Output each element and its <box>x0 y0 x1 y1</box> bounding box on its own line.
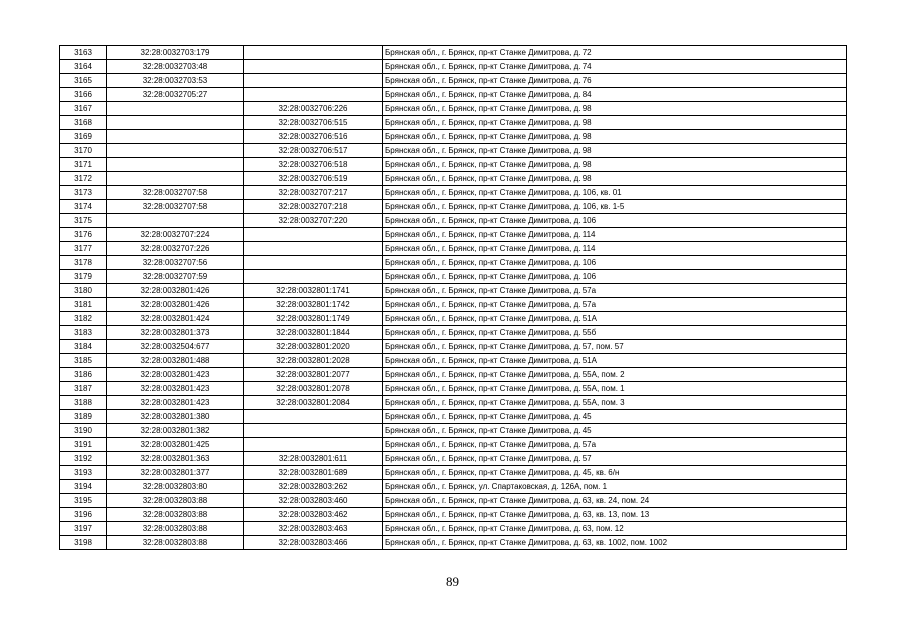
row-number-cell: 3190 <box>60 424 107 438</box>
cadastral-number-cell: 32:28:0032703:53 <box>107 74 244 88</box>
table-row <box>60 312 847 326</box>
table-row <box>60 46 847 60</box>
table-body <box>60 46 847 550</box>
address-cell: Брянская обл., г. Брянск, пр-кт Станке Димитрова, д. 45, кв. 6/н <box>383 466 847 480</box>
cadastral-number-cell: 32:28:0032801:382 <box>107 424 244 438</box>
cadastral-register-table <box>59 45 847 550</box>
table-row <box>60 256 847 270</box>
address-cell: Брянская обл., г. Брянск, пр-кт Станке Димитрова, д. 72 <box>383 46 847 60</box>
premises-cadastral-number-cell <box>244 256 383 270</box>
cadastral-number-cell: 32:28:0032707:58 <box>107 186 244 200</box>
premises-cadastral-number-cell: 32:28:0032706:517 <box>244 144 383 158</box>
cadastral-number-cell: 32:28:0032803:88 <box>107 494 244 508</box>
premises-cadastral-number-cell: 32:28:0032707:217 <box>244 186 383 200</box>
cadastral-number-cell: 32:28:0032801:426 <box>107 298 244 312</box>
row-number-cell: 3184 <box>60 340 107 354</box>
row-number-cell: 3181 <box>60 298 107 312</box>
table-row <box>60 144 847 158</box>
premises-cadastral-number-cell <box>244 424 383 438</box>
address-cell: Брянская обл., г. Брянск, пр-кт Станке Димитрова, д. 98 <box>383 158 847 172</box>
table-row <box>60 326 847 340</box>
address-cell: Брянская обл., г. Брянск, пр-кт Станке Димитрова, д. 98 <box>383 130 847 144</box>
premises-cadastral-number-cell <box>244 410 383 424</box>
cadastral-number-cell: 32:28:0032801:488 <box>107 354 244 368</box>
premises-cadastral-number-cell <box>244 46 383 60</box>
premises-cadastral-number-cell <box>244 438 383 452</box>
table-row <box>60 354 847 368</box>
row-number-cell: 3195 <box>60 494 107 508</box>
table-row <box>60 186 847 200</box>
address-cell: Брянская обл., г. Брянск, пр-кт Станке Димитрова, д. 106 <box>383 214 847 228</box>
premises-cadastral-number-cell: 32:28:0032803:466 <box>244 536 383 550</box>
row-number-cell: 3186 <box>60 368 107 382</box>
cadastral-number-cell: 32:28:0032801:377 <box>107 466 244 480</box>
table-row <box>60 452 847 466</box>
address-cell: Брянская обл., г. Брянск, пр-кт Станке Димитрова, д. 106 <box>383 270 847 284</box>
row-number-cell: 3183 <box>60 326 107 340</box>
address-cell: Брянская обл., г. Брянск, пр-кт Станке Димитрова, д. 74 <box>383 60 847 74</box>
cadastral-number-cell <box>107 144 244 158</box>
address-cell: Брянская обл., г. Брянск, пр-кт Станке Димитрова, д. 51А <box>383 312 847 326</box>
premises-cadastral-number-cell: 32:28:0032801:1741 <box>244 284 383 298</box>
row-number-cell: 3164 <box>60 60 107 74</box>
cadastral-number-cell <box>107 102 244 116</box>
row-number-cell: 3166 <box>60 88 107 102</box>
table-row <box>60 60 847 74</box>
table-row <box>60 242 847 256</box>
premises-cadastral-number-cell: 32:28:0032801:2078 <box>244 382 383 396</box>
premises-cadastral-number-cell: 32:28:0032801:2077 <box>244 368 383 382</box>
premises-cadastral-number-cell: 32:28:0032706:515 <box>244 116 383 130</box>
address-cell: Брянская обл., г. Брянск, пр-кт Станке Димитрова, д. 63, кв. 24, пом. 24 <box>383 494 847 508</box>
premises-cadastral-number-cell: 32:28:0032801:1749 <box>244 312 383 326</box>
cadastral-number-cell: 32:28:0032504:677 <box>107 340 244 354</box>
row-number-cell: 3167 <box>60 102 107 116</box>
table-row <box>60 298 847 312</box>
address-cell: Брянская обл., г. Брянск, пр-кт Станке Димитрова, д. 57а <box>383 284 847 298</box>
row-number-cell: 3196 <box>60 508 107 522</box>
premises-cadastral-number-cell <box>244 88 383 102</box>
cadastral-number-cell: 32:28:0032801:426 <box>107 284 244 298</box>
cadastral-number-cell <box>107 172 244 186</box>
row-number-cell: 3197 <box>60 522 107 536</box>
address-cell: Брянская обл., г. Брянск, пр-кт Станке Димитрова, д. 57, пом. 57 <box>383 340 847 354</box>
row-number-cell: 3165 <box>60 74 107 88</box>
table-row <box>60 396 847 410</box>
address-cell: Брянская обл., г. Брянск, пр-кт Станке Димитрова, д. 55А, пом. 2 <box>383 368 847 382</box>
table-row <box>60 214 847 228</box>
address-cell: Брянская обл., г. Брянск, пр-кт Станке Димитрова, д. 63, кв. 13, пом. 13 <box>383 508 847 522</box>
premises-cadastral-number-cell: 32:28:0032801:2028 <box>244 354 383 368</box>
premises-cadastral-number-cell: 32:28:0032803:462 <box>244 508 383 522</box>
row-number-cell: 3192 <box>60 452 107 466</box>
premises-cadastral-number-cell: 32:28:0032707:220 <box>244 214 383 228</box>
row-number-cell: 3198 <box>60 536 107 550</box>
premises-cadastral-number-cell: 32:28:0032803:262 <box>244 480 383 494</box>
cadastral-number-cell: 32:28:0032803:88 <box>107 536 244 550</box>
premises-cadastral-number-cell: 32:28:0032801:2084 <box>244 396 383 410</box>
cadastral-number-cell: 32:28:0032707:224 <box>107 228 244 242</box>
table-row <box>60 88 847 102</box>
premises-cadastral-number-cell: 32:28:0032706:516 <box>244 130 383 144</box>
cadastral-number-cell: 32:28:0032801:423 <box>107 368 244 382</box>
table-row <box>60 410 847 424</box>
table-row <box>60 172 847 186</box>
table-row <box>60 228 847 242</box>
cadastral-number-cell: 32:28:0032803:88 <box>107 508 244 522</box>
address-cell: Брянская обл., г. Брянск, пр-кт Станке Димитрова, д. 98 <box>383 172 847 186</box>
premises-cadastral-number-cell: 32:28:0032801:611 <box>244 452 383 466</box>
page-number: 89 <box>446 574 459 589</box>
address-cell: Брянская обл., г. Брянск, пр-кт Станке Димитрова, д. 55А, пом. 3 <box>383 396 847 410</box>
row-number-cell: 3194 <box>60 480 107 494</box>
premises-cadastral-number-cell <box>244 60 383 74</box>
table-row <box>60 368 847 382</box>
address-cell: Брянская обл., г. Брянск, пр-кт Станке Димитрова, д. 57а <box>383 298 847 312</box>
address-cell: Брянская обл., г. Брянск, пр-кт Станке Димитрова, д. 114 <box>383 228 847 242</box>
address-cell: Брянская обл., г. Брянск, пр-кт Станке Димитрова, д. 57а <box>383 438 847 452</box>
premises-cadastral-number-cell: 32:28:0032801:1844 <box>244 326 383 340</box>
table-row <box>60 340 847 354</box>
premises-cadastral-number-cell <box>244 74 383 88</box>
table-row <box>60 158 847 172</box>
cadastral-number-cell <box>107 214 244 228</box>
premises-cadastral-number-cell <box>244 228 383 242</box>
row-number-cell: 3187 <box>60 382 107 396</box>
row-number-cell: 3173 <box>60 186 107 200</box>
table-row <box>60 284 847 298</box>
address-cell: Брянская обл., г. Брянск, пр-кт Станке Димитрова, д. 76 <box>383 74 847 88</box>
row-number-cell: 3171 <box>60 158 107 172</box>
row-number-cell: 3189 <box>60 410 107 424</box>
row-number-cell: 3188 <box>60 396 107 410</box>
premises-cadastral-number-cell: 32:28:0032706:519 <box>244 172 383 186</box>
address-cell: Брянская обл., г. Брянск, пр-кт Станке Димитрова, д. 57 <box>383 452 847 466</box>
row-number-cell: 3169 <box>60 130 107 144</box>
row-number-cell: 3193 <box>60 466 107 480</box>
cadastral-number-cell: 32:28:0032707:56 <box>107 256 244 270</box>
cadastral-number-cell: 32:28:0032803:88 <box>107 522 244 536</box>
row-number-cell: 3168 <box>60 116 107 130</box>
cadastral-number-cell: 32:28:0032801:425 <box>107 438 244 452</box>
table-row <box>60 438 847 452</box>
address-cell: Брянская обл., г. Брянск, пр-кт Станке Димитрова, д. 98 <box>383 144 847 158</box>
address-cell: Брянская обл., г. Брянск, пр-кт Станке Димитрова, д. 114 <box>383 242 847 256</box>
premises-cadastral-number-cell <box>244 242 383 256</box>
cadastral-number-cell: 32:28:0032707:59 <box>107 270 244 284</box>
row-number-cell: 3179 <box>60 270 107 284</box>
address-cell: Брянская обл., г. Брянск, пр-кт Станке Димитрова, д. 45 <box>383 410 847 424</box>
address-cell: Брянская обл., г. Брянск, пр-кт Станке Димитрова, д. 106, кв. 1-5 <box>383 200 847 214</box>
cadastral-number-cell: 32:28:0032703:179 <box>107 46 244 60</box>
row-number-cell: 3176 <box>60 228 107 242</box>
cadastral-number-cell: 32:28:0032801:423 <box>107 382 244 396</box>
address-cell: Брянская обл., г. Брянск, пр-кт Станке Димитрова, д. 106, кв. 01 <box>383 186 847 200</box>
row-number-cell: 3172 <box>60 172 107 186</box>
row-number-cell: 3177 <box>60 242 107 256</box>
premises-cadastral-number-cell: 32:28:0032803:460 <box>244 494 383 508</box>
table-row <box>60 74 847 88</box>
table-row <box>60 480 847 494</box>
row-number-cell: 3180 <box>60 284 107 298</box>
row-number-cell: 3178 <box>60 256 107 270</box>
premises-cadastral-number-cell: 32:28:0032706:518 <box>244 158 383 172</box>
cadastral-number-cell: 32:28:0032801:363 <box>107 452 244 466</box>
row-number-cell: 3182 <box>60 312 107 326</box>
row-number-cell: 3191 <box>60 438 107 452</box>
table-row <box>60 200 847 214</box>
address-cell: Брянская обл., г. Брянск, пр-кт Станке Димитрова, д. 63, пом. 12 <box>383 522 847 536</box>
table-row <box>60 466 847 480</box>
address-cell: Брянская обл., г. Брянск, пр-кт Станке Димитрова, д. 84 <box>383 88 847 102</box>
row-number-cell: 3163 <box>60 46 107 60</box>
address-cell: Брянская обл., г. Брянск, пр-кт Станке Димитрова, д. 55А, пом. 1 <box>383 382 847 396</box>
table-row <box>60 130 847 144</box>
cadastral-number-cell: 32:28:0032801:423 <box>107 396 244 410</box>
table-row <box>60 522 847 536</box>
table-row <box>60 116 847 130</box>
premises-cadastral-number-cell: 32:28:0032801:689 <box>244 466 383 480</box>
premises-cadastral-number-cell <box>244 270 383 284</box>
premises-cadastral-number-cell: 32:28:0032706:226 <box>244 102 383 116</box>
table-row <box>60 508 847 522</box>
cadastral-number-cell: 32:28:0032705:27 <box>107 88 244 102</box>
table-row <box>60 494 847 508</box>
cadastral-number-cell: 32:28:0032803:80 <box>107 480 244 494</box>
table-row <box>60 102 847 116</box>
cadastral-number-cell <box>107 130 244 144</box>
cadastral-number-cell <box>107 116 244 130</box>
table-row <box>60 424 847 438</box>
row-number-cell: 3174 <box>60 200 107 214</box>
cadastral-number-cell: 32:28:0032801:373 <box>107 326 244 340</box>
table-row <box>60 382 847 396</box>
premises-cadastral-number-cell: 32:28:0032707:218 <box>244 200 383 214</box>
row-number-cell: 3185 <box>60 354 107 368</box>
cadastral-number-cell: 32:28:0032801:424 <box>107 312 244 326</box>
premises-cadastral-number-cell: 32:28:0032803:463 <box>244 522 383 536</box>
address-cell: Брянская обл., г. Брянск, пр-кт Станке Димитрова, д. 45 <box>383 424 847 438</box>
row-number-cell: 3175 <box>60 214 107 228</box>
address-cell: Брянская обл., г. Брянск, ул. Спартаковская, д. 126А, пом. 1 <box>383 480 847 494</box>
address-cell: Брянская обл., г. Брянск, пр-кт Станке Димитрова, д. 63, кв. 1002, пом. 1002 <box>383 536 847 550</box>
table-row <box>60 270 847 284</box>
cadastral-number-cell: 32:28:0032801:380 <box>107 410 244 424</box>
row-number-cell: 3170 <box>60 144 107 158</box>
premises-cadastral-number-cell: 32:28:0032801:1742 <box>244 298 383 312</box>
table-row <box>60 536 847 550</box>
address-cell: Брянская обл., г. Брянск, пр-кт Станке Димитрова, д. 98 <box>383 102 847 116</box>
premises-cadastral-number-cell: 32:28:0032801:2020 <box>244 340 383 354</box>
cadastral-number-cell: 32:28:0032707:226 <box>107 242 244 256</box>
address-cell: Брянская обл., г. Брянск, пр-кт Станке Димитрова, д. 98 <box>383 116 847 130</box>
address-cell: Брянская обл., г. Брянск, пр-кт Станке Димитрова, д. 106 <box>383 256 847 270</box>
address-cell: Брянская обл., г. Брянск, пр-кт Станке Димитрова, д. 55б <box>383 326 847 340</box>
cadastral-number-cell: 32:28:0032703:48 <box>107 60 244 74</box>
cadastral-number-cell <box>107 158 244 172</box>
cadastral-number-cell: 32:28:0032707:58 <box>107 200 244 214</box>
address-cell: Брянская обл., г. Брянск, пр-кт Станке Димитрова, д. 51А <box>383 354 847 368</box>
